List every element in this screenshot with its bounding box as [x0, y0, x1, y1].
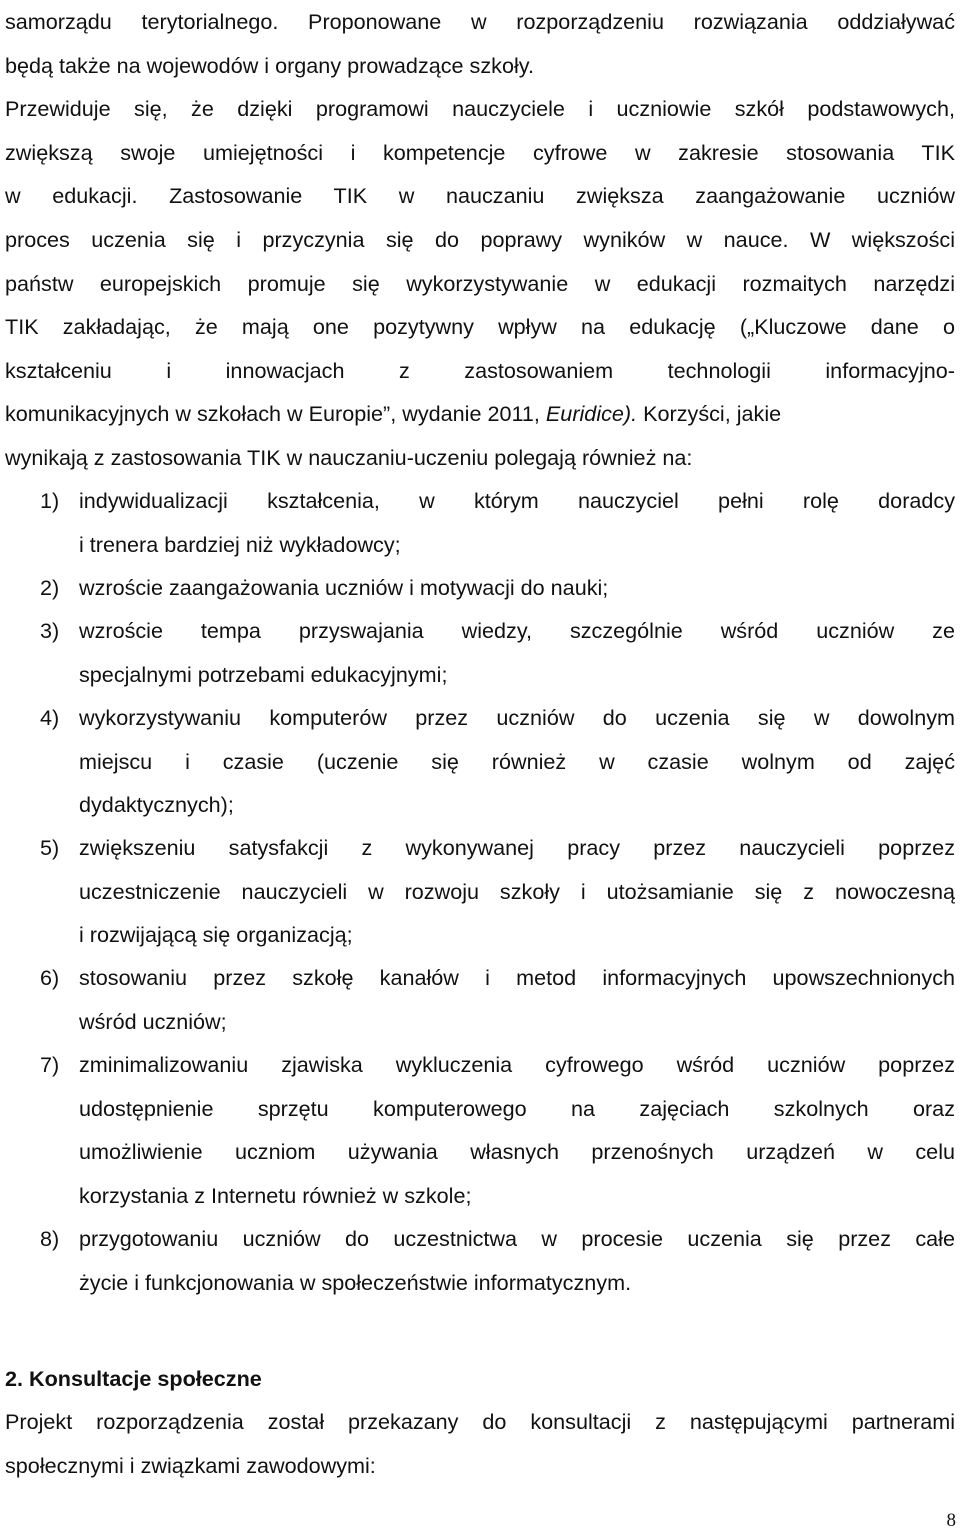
text-line: zminimalizowaniu zjawiska wykluczenia cyfrowego wśród uczniów poprzez [79, 1052, 955, 1077]
list-item-body [79, 1043, 955, 1217]
intro-paragraph [5, 0, 955, 480]
list-item-body [79, 479, 955, 566]
text-line: specjalnymi potrzebami edukacyjnymi; [79, 661, 448, 687]
citation-italic: Euridice). [545, 401, 638, 427]
text-line-mixed [5, 392, 955, 436]
list-number: 5) [40, 835, 60, 860]
list-number: 3) [40, 618, 60, 643]
text-line: TIK zakładając, że mają one pozytywny wpływ na edukację („Kluczowe dane o [5, 314, 955, 340]
list-item-body [79, 1217, 955, 1304]
text-line: stosowaniu przez szkołę kanałów i metod informacyjnych upowszechnionych [79, 965, 955, 990]
text-line: wzroście tempa przyswajania wiedzy, szczególnie wśród uczniów ze [79, 618, 955, 643]
text-run: Korzyści, jakie [637, 401, 782, 427]
text-line: udostępnienie sprzętu komputerowego na zajęciach szkolnych oraz [79, 1095, 955, 1121]
list-item-body [79, 609, 955, 696]
list-number: 4) [40, 705, 60, 730]
text-line: proces uczenia się i przyczynia się do poprawy wyników w nauce. W większości [5, 226, 955, 252]
text-line: wykorzystywaniu komputerów przez uczniów do uczenia się w dowolnym [79, 705, 955, 730]
text-line: korzystania z Internetu również w szkole; [79, 1182, 472, 1208]
text-line: i trenera bardziej niż wykładowcy; [79, 531, 401, 557]
text-line: indywidualizacji kształcenia, w którym nauczyciel pełni rolę doradcy [79, 488, 955, 513]
text-line: Przewiduje się, że dzięki programowi nauczyciele i uczniowie szkół podstawowych, [5, 96, 955, 122]
list-number: 2) [40, 575, 60, 600]
list-item-body [79, 696, 955, 827]
text-line: kształceniu i innowacjach z zastosowaniem technologii informacyjno- [5, 357, 955, 383]
list-item-body [79, 826, 955, 957]
list-item-body [79, 956, 955, 1043]
text-line: uczestniczenie nauczycieli w rozwoju szkoły i utożsamianie się z nowoczesną [79, 878, 955, 904]
text-line: wynikają z zastosowania TIK w nauczaniu-uczeniu polegają również na: [5, 444, 693, 470]
page-number: 8 [946, 1510, 956, 1531]
text-line: państw europejskich promuje się wykorzystywanie w edukacji rozmaitych narzędzi [5, 270, 955, 296]
text-line: zwiększą swoje umiejętności i kompetencje cyfrowe w zakresie stosowania TIK [5, 139, 955, 165]
text-run: komunikacyjnych w szkołach w Europie”, wydanie 2011, [5, 401, 546, 427]
text-line: w edukacji. Zastosowanie TIK w nauczaniu zwiększa zaangażowanie uczniów [5, 183, 955, 209]
text-line: umożliwienie uczniom używania własnych przenośnych urządzeń w celu [79, 1139, 955, 1165]
text-line: samorządu terytorialnego. Proponowane w rozporządzeniu rozwiązania oddziaływać [5, 9, 955, 34]
list-number: 7) [40, 1052, 60, 1077]
text-line: wśród uczniów; [79, 1008, 227, 1034]
list-item-body [79, 566, 955, 610]
section-heading: 2. Konsultacje społeczne [5, 1366, 262, 1391]
text-line: miejscu i czasie (uczenie się również w czasie wolnym od zajęć [79, 748, 955, 774]
outro-paragraph [5, 1400, 955, 1487]
list-number: 6) [40, 965, 60, 990]
text-line: zwiększeniu satysfakcji z wykonywanej pracy przez nauczycieli poprzez [79, 835, 955, 860]
list-number: 8) [40, 1226, 60, 1251]
text-line: społecznymi i związkami zawodowymi: [5, 1452, 376, 1478]
text-line: przygotowaniu uczniów do uczestnictwa w procesie uczenia się przez całe [79, 1226, 955, 1251]
list-number: 1) [40, 488, 60, 513]
text-line: będą także na wojewodów i organy prowadzące szkoły. [5, 52, 534, 78]
text-line: życie i funkcjonowania w społeczeństwie informatycznym. [79, 1269, 632, 1295]
text-line: dydaktycznych); [79, 792, 234, 818]
text-line: i rozwijającą się organizacją; [79, 922, 353, 948]
text-line: Projekt rozporządzenia został przekazany do konsultacji z następującymi partnerami [5, 1409, 955, 1434]
text-line: wzroście zaangażowania uczniów i motywacji do nauki; [79, 575, 609, 600]
